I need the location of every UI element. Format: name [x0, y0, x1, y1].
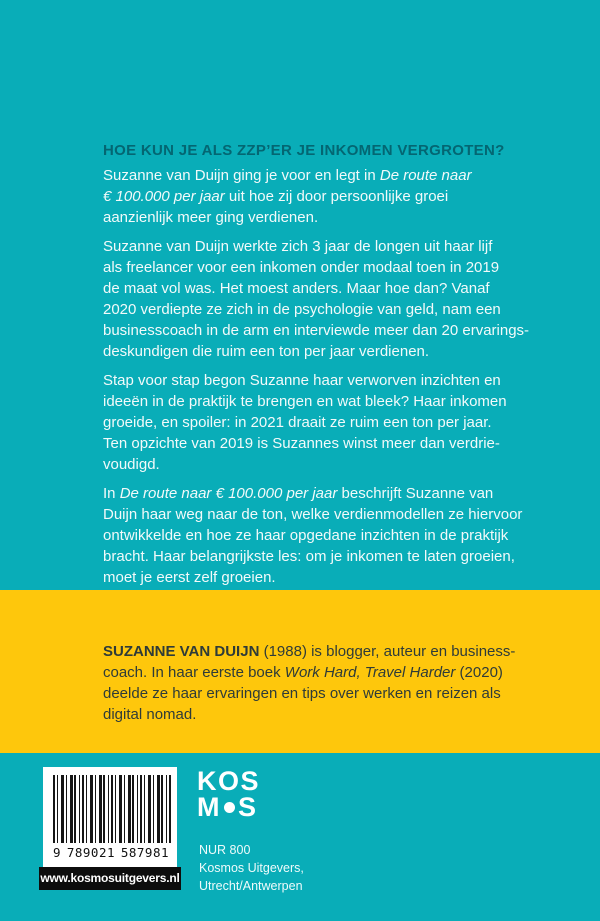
kosmos-logo [197, 768, 260, 820]
text-line: Suzanne van Duijn werkte zich 3 jaar de longen uit haar lijf [103, 238, 493, 255]
publisher-url-text: www.kosmosuitgevers.nl [40, 871, 180, 885]
text-line: aanzienlijk meer ging verdienen. [103, 209, 319, 226]
text-line: 2020 verdiepte ze zich in de psychologie van geld, nam een [103, 301, 501, 318]
author-band [0, 590, 600, 753]
text-line: Stap voor stap begon Suzanne haar verworven inzichten en [103, 372, 501, 389]
paragraph [103, 236, 533, 362]
publisher-name: Kosmos Uitgevers, [199, 861, 304, 875]
text-line: deelde ze haar ervaringen en tips over werken en reizen als [103, 685, 501, 702]
isbn-lead-digit: 9 [53, 845, 62, 860]
text-line: coach. In haar eerste boek Work Hard, Travel Harder (2020) [103, 664, 503, 681]
barcode [43, 767, 177, 867]
logo-letter-m: M [197, 792, 221, 822]
text-line: Ten opzichte van 2019 is Suzannes winst meer dan verdrie- [103, 435, 500, 452]
text-line: groeide, en spoiler: in 2021 draait ze ruim een ton per jaar. [103, 414, 492, 431]
barcode-block [39, 767, 181, 890]
isbn-group-1: 789021 [66, 845, 116, 860]
logo-dot-icon [224, 802, 235, 813]
paragraph [103, 165, 533, 228]
text-line: businesscoach in de arm en interviewde meer dan 20 ervarings- [103, 322, 530, 339]
text-line: Duijn haar weg naar de ton, welke verdienmodellen ze hiervoor [103, 506, 523, 523]
imprint-info [199, 841, 304, 895]
text-line: moet je eerst zelf groeien. [103, 569, 276, 586]
isbn-number [53, 843, 171, 860]
logo-text-mos [197, 794, 260, 820]
text-line: € 100.000 per jaar uit hoe zij door persoonlijke groei [103, 188, 449, 205]
text-line: ideeën in de praktijk te brengen en wat bleek? Haar inkomen [103, 393, 507, 410]
text-line: deskundigen die ruim een ton per jaar verdienen. [103, 343, 430, 360]
text-line: digital nomad. [103, 706, 197, 723]
paragraph [103, 641, 515, 725]
blurb-section [103, 140, 533, 596]
text-line: In De route naar € 100.000 per jaar beschrijft Suzanne van [103, 485, 494, 502]
logo-text-kos: KOS [197, 766, 261, 796]
paragraph [103, 370, 533, 475]
author-bio [103, 641, 515, 725]
headline: HOE KUN JE ALS ZZP’ER JE INKOMEN VERGROTEN? [103, 142, 505, 159]
publisher-url [39, 867, 181, 890]
blurb-paragraphs [103, 165, 533, 588]
text-line: als freelancer voor een inkomen onder modaal toen in 2019 [103, 259, 500, 276]
logo-letter-s: S [238, 792, 258, 822]
text-line: SUZANNE VAN DUIJN (1988) is blogger, auteur en business- [103, 643, 516, 660]
barcode-bars-icon [53, 775, 171, 843]
paragraph [103, 483, 533, 588]
isbn-group-2: 587981 [120, 845, 169, 860]
text-line: ontwikkelde en hoe ze haar opgedane inzichten in de praktijk [103, 527, 509, 544]
text-line: Suzanne van Duijn ging je voor en legt in De route naar [103, 167, 472, 184]
text-line: de maat vol was. Het moest anders. Maar hoe dan? Vanaf [103, 280, 490, 297]
publisher-cities: Utrecht/Antwerpen [199, 879, 303, 893]
nur-code: NUR 800 [199, 843, 251, 857]
text-line: voudigd. [103, 456, 160, 473]
text-line: bracht. Haar belangrijkste les: om je inkomen te laten groeien, [103, 548, 515, 565]
